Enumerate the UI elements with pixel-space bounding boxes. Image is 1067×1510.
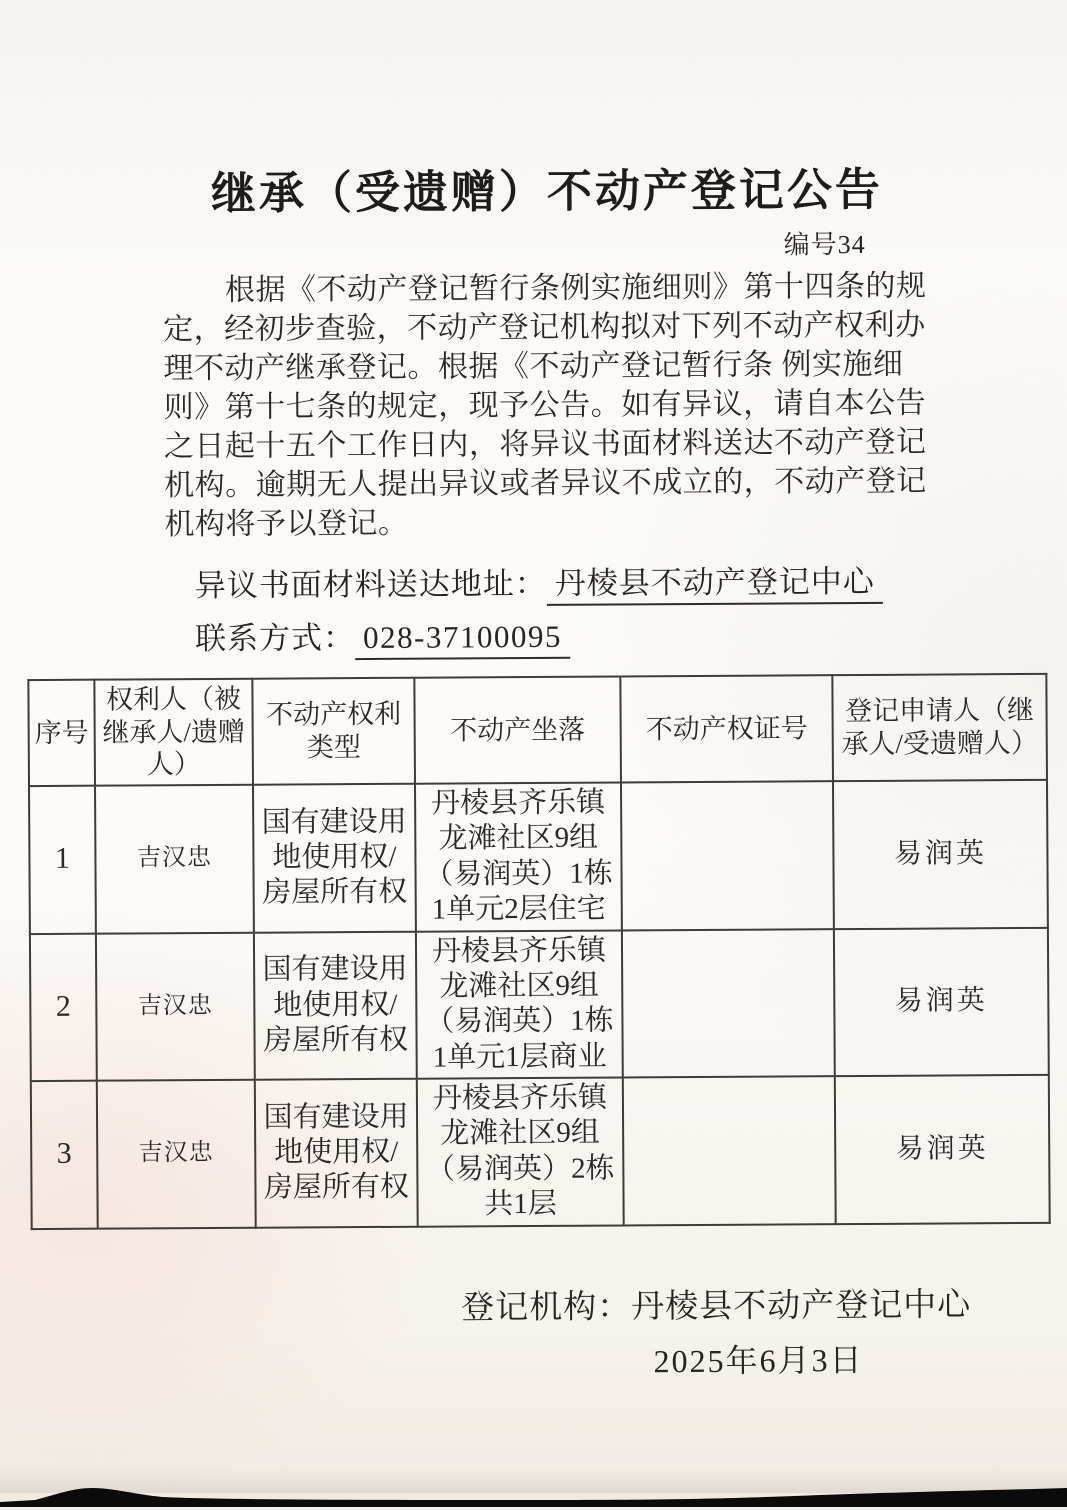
cell-certificate-no <box>621 781 834 930</box>
table-row <box>29 780 1048 934</box>
cell-applicant: 易润英 <box>835 1075 1050 1224</box>
notice-body <box>163 267 935 545</box>
header-rights-holder: 权利人（被继承人/遗赠人） <box>94 679 253 786</box>
cell-certificate-no <box>623 1076 836 1225</box>
header-location: 不动产坐落 <box>414 676 621 783</box>
header-applicant: 登记申请人（继承人/受遗赠人） <box>832 674 1047 781</box>
header-certificate-no: 不动产权证号 <box>620 675 833 782</box>
cell-index: 1 <box>29 786 96 934</box>
body-line: 根据《不动产登记暂行条例实施细则》第十四条的规 <box>224 269 927 307</box>
table-row <box>30 927 1049 1081</box>
cell-applicant: 易润英 <box>834 927 1049 1076</box>
document-number: 编号34 <box>783 229 866 260</box>
body-line: 则》第十七条的规定，现予公告。如有异议，请自本公告 <box>163 386 927 425</box>
cell-right-type: 国有建设用地使用权/房屋所有权 <box>255 1079 418 1227</box>
cell-rights-holder: 吉汉忠 <box>97 1080 256 1228</box>
objection-address-label: 异议书面材料送达地址： <box>194 565 547 604</box>
registration-table <box>27 673 1050 1230</box>
body-line: 机构将予以登记。 <box>164 506 409 542</box>
header-index: 序号 <box>28 680 95 786</box>
contact-line <box>195 611 570 658</box>
cell-location: 丹棱县齐乐镇龙滩社区9组（易润英）1栋1单元1层商业 <box>416 930 623 1079</box>
cell-applicant: 易润英 <box>833 780 1048 929</box>
cell-right-type: 国有建设用地使用权/房屋所有权 <box>253 784 416 932</box>
table-row <box>31 1075 1050 1229</box>
document-title: 继承（受遗赠）不动产登记公告 <box>210 164 884 219</box>
cell-index: 2 <box>30 933 97 1081</box>
cell-location: 丹棱县齐乐镇龙滩社区9组（易润英）2栋共1层 <box>417 1077 624 1226</box>
cell-rights-holder: 吉汉忠 <box>95 785 254 933</box>
objection-address-line <box>195 556 883 605</box>
body-line: 机构。逾期无人提出异议或者异议不成立的，不动产登记 <box>164 464 927 503</box>
objection-address-value: 丹棱县不动产登记中心 <box>547 564 883 606</box>
body-line: 定，经初步查验，不动产登记机构拟对下列不动产权利办 <box>163 308 926 347</box>
footer-date: 2025年6月3日 <box>653 1341 864 1380</box>
body-line: 之日起十五个工作日内，将异议书面材料送达不动产登记 <box>163 425 927 464</box>
header-right-type: 不动产权利类型 <box>252 678 415 785</box>
cell-index: 3 <box>31 1081 98 1229</box>
contact-label: 联系方式： <box>195 620 356 657</box>
scan-edge <box>0 1447 1067 1507</box>
cell-right-type: 国有建设用地使用权/房屋所有权 <box>254 931 417 1079</box>
cell-location: 丹棱县齐乐镇龙滩社区9组（易润英）1栋1单元2层住宅 <box>415 782 622 931</box>
cell-certificate-no <box>622 929 835 1078</box>
footer-agency: 登记机构：丹棱县不动产登记中心 <box>461 1287 972 1327</box>
table-header-row <box>28 674 1047 786</box>
cell-rights-holder: 吉汉忠 <box>96 932 255 1080</box>
contact-phone-value: 028-37100095 <box>355 619 570 660</box>
body-line: 理不动产继承登记。根据《不动产登记暂行条 例实施细 <box>163 347 904 386</box>
